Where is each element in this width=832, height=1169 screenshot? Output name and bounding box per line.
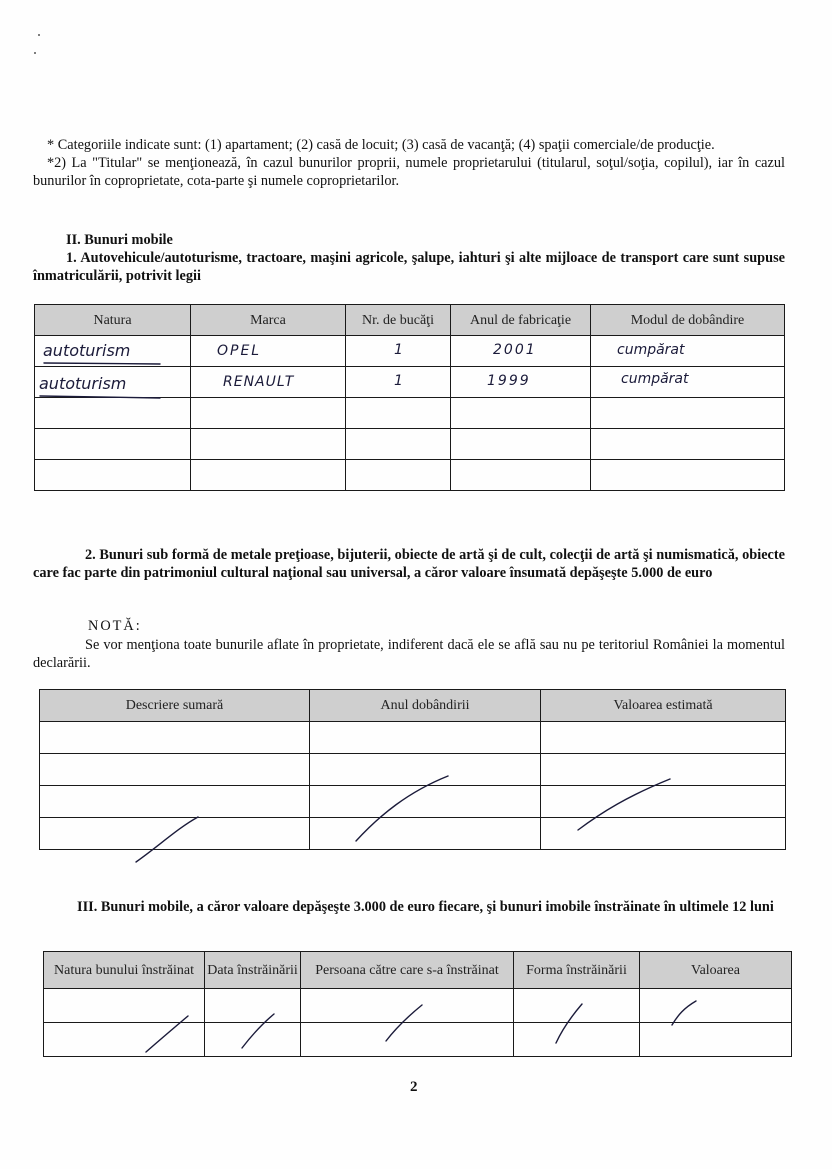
column-header: Descriere sumară [40,690,310,722]
table-header-row [35,305,785,336]
subsection-heading-vehicles: 1. Autovehicule/autoturisme, tractoare, maşini agricole, şalupe, iahturi şi alte mijloace de transport care sunt supuse înmatriculării, potrivit legii [33,250,785,284]
table-row [35,460,785,491]
table-cell: 2001 [451,336,591,367]
table-row [40,818,786,850]
scan-speck [38,34,40,36]
table-row [40,754,786,786]
page-number: 2 [410,1079,418,1095]
table-header-row [40,690,786,722]
subsection-heading-valuables: 2. Bunuri sub formă de metale preţioase, bijuterii, obiecte de artă şi de cult, colecţii de artă şi numismatică, obiecte care fac parte din patrimoniul cultural naţional sau universal, a căror valoare însumată depăşeşte 5.000 de euro [33,547,785,581]
column-header: Anul de fabricaţie [451,305,591,336]
table-row [44,989,792,1023]
table-row [35,336,785,367]
table-cell: autoturism [35,367,191,398]
table-cell: 1999 [451,367,591,398]
scan-speck [34,52,36,54]
column-header: Natura [35,305,191,336]
footnote-categories: * Categoriile indicate sunt: (1) apartament; (2) casă de locuit; (3) casă de vacanţă; (4) spaţii comerciale/de producţie. [47,137,715,153]
table-cell: autoturism [35,336,191,367]
column-header: Natura bunului înstrăinat [44,952,205,989]
column-header: Valoarea estimată [541,690,786,722]
table-cell: cumpărat [591,336,785,367]
table-cell: cumpărat [591,367,785,398]
table-row [44,1023,792,1057]
footnotes [33,136,785,190]
nota-text: Se vor menţiona toate bunurile aflate în proprietate, indiferent dacă ele se află sau nu pe teritoriul României la momentul declarării. [33,637,785,671]
table-cell: 1 [346,367,451,398]
table-header-row [44,952,792,989]
column-header: Valoarea [640,952,792,989]
table-row [35,367,785,398]
section-heading-alienated: III. Bunuri mobile, a căror valoare depăşeşte 3.000 de euro fiecare, şi bunuri imobile înstrăinate în ultimele 12 luni [77,899,774,915]
nota-title: NOTĂ: [88,618,142,634]
column-header: Persoana către care s-a înstrăinat [301,952,514,989]
column-header: Modul de dobândire [591,305,785,336]
table-row [35,398,785,429]
column-header: Marca [191,305,346,336]
table-row [35,429,785,460]
table-cell: OPEL [191,336,346,367]
column-header: Forma înstrăinării [514,952,640,989]
column-header: Anul dobândirii [310,690,541,722]
alienated-table [43,951,792,1057]
column-header: Data înstrăinării [205,952,301,989]
table-cell: RENAULT [191,367,346,398]
vehicles-table [34,304,785,491]
table-row [40,786,786,818]
table-cell: 1 [346,336,451,367]
section-heading-bunuri-mobile: II. Bunuri mobile [66,232,173,248]
table-row [40,722,786,754]
footnote-titular: *2) La "Titular" se menţionează, în cazul bunurilor proprii, numele proprietarului (titularul, soţul/soţia, copilul), iar în cazul bunurilor în coproprietate, cota-parte şi numele coproprietarilor. [33,155,785,189]
valuables-table [39,689,786,850]
column-header: Nr. de bucăţi [346,305,451,336]
